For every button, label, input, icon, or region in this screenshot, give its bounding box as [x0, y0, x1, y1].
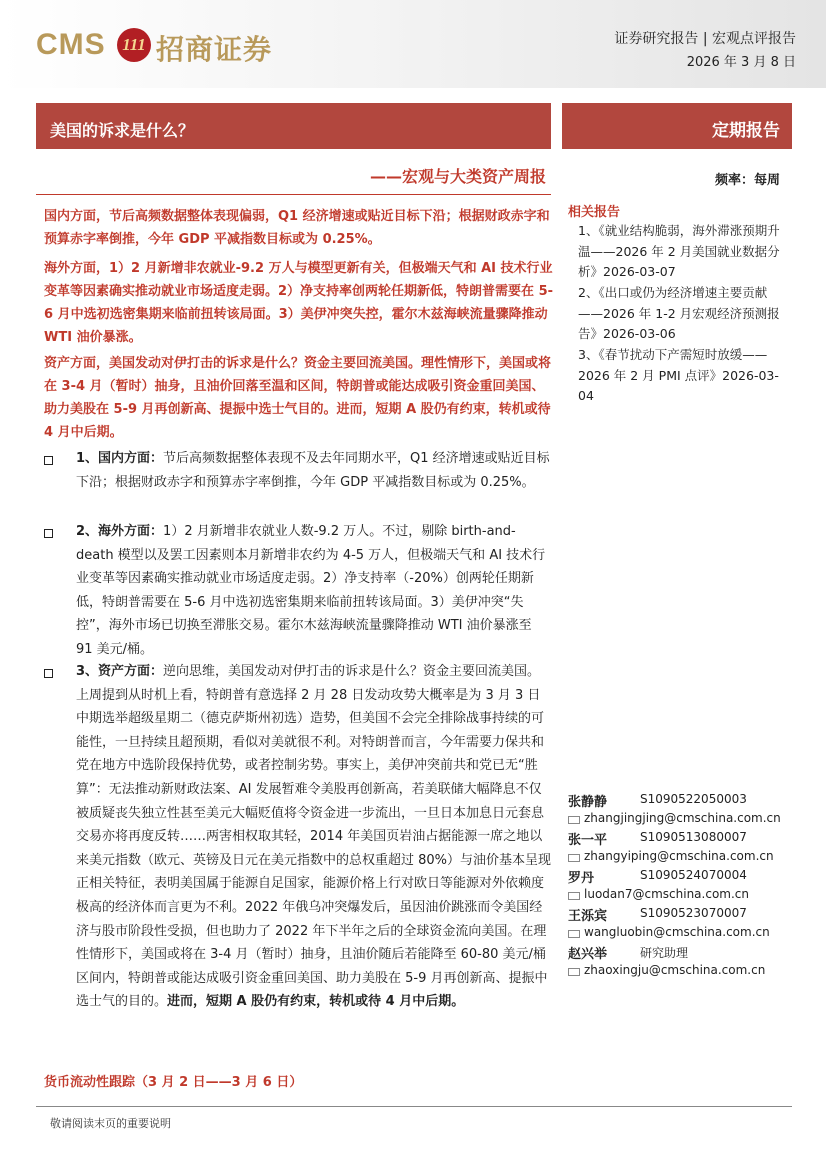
analyst-cert: S1090513080007 [640, 830, 747, 844]
report-category: 定期报告 [712, 121, 780, 141]
report-type: 证券研究报告 | 宏观点评报告 [614, 31, 796, 47]
analyst-cert: 研究助理 [640, 946, 689, 960]
page-title: 美国的诉求是什么？ [50, 121, 195, 140]
report-date: 2026 年 3 月 8 日 [686, 55, 796, 70]
analyst-name: 罗丹 [568, 871, 595, 886]
analyst-name: 张静静 [568, 795, 608, 810]
bullet-marker [44, 456, 53, 465]
title-divider [36, 194, 551, 195]
bullet-conclusion: 进而，短期 A 股仍有约束，转机或待 4 月中后期。 [167, 994, 465, 1010]
brand-logo-badge: 111 [117, 28, 151, 62]
analyst-email[interactable]: zhangjingjing@cmschina.com.cn [584, 811, 781, 825]
footer-disclaimer: 敬请阅读末页的重要说明 [50, 1117, 171, 1130]
analyst-name: 王泺宾 [568, 909, 608, 924]
related-report-link[interactable]: 3、《春节扰动下产需短时放缓——2026 年 2 月 PMI 点评》2026-03-04 [578, 347, 779, 403]
bullet-label: 2、海外方面： [76, 524, 164, 539]
related-report-link[interactable]: 1、《就业结构脆弱，海外滞涨预期升温——2026 年 2 月美国就业数据分析》2026-03-07 [578, 223, 780, 279]
report-frequency: 频率：每周 [714, 173, 780, 188]
brand-logo-chinese: 招商证券 [156, 33, 273, 66]
mail-icon [568, 968, 580, 976]
bullet-assets [76, 660, 552, 1014]
mail-icon [568, 816, 580, 824]
analyst-email[interactable]: wangluobin@cmschina.com.cn [584, 925, 770, 939]
bullet-body: 节后高频数据整体表现不及去年同期水平，Q1 经济增速或贴近目标下沿；根据财政赤字和预算赤字率倒推，今年 GDP 平减指数目标或为 0.25%。 [76, 451, 550, 490]
mail-icon [568, 930, 580, 938]
analyst-name: 赵兴举 [568, 947, 608, 962]
analyst-name: 张一平 [568, 833, 608, 848]
bullet-marker [44, 669, 53, 678]
related-reports-heading: 相关报告 [568, 205, 621, 220]
bullet-label: 1、国内方面： [76, 451, 164, 466]
bullet-marker [44, 529, 53, 538]
summary-assets: 资产方面，美国发动对伊打击的诉求是什么？资金主要回流美国。理性情形下，美国或将在 3-4 月（暂时）抽身，且油价回落至温和区间，特朗普或能达成吸引资金重回美国、助力美股在 5-9 月再创新高、提振中选士气目的。进而，短期 A 股仍有约束，转机或待 4 月中后期。 [44, 356, 552, 440]
mail-icon [568, 854, 580, 862]
analyst-email[interactable]: zhaoxingju@cmschina.com.cn [584, 963, 766, 977]
bullet-overseas [76, 520, 552, 662]
bullet-domestic [76, 447, 552, 494]
page-subtitle: ——宏观与大类资产周报 [369, 167, 546, 186]
bullet-body: 1）2 月新增非农就业人数-9.2 万人。不过，剔除 birth-and-death 模型以及罢工因素则本月新增非农约为 4-5 万人，但极端天气和 AI 技术行业变革等因素确实推动就业市场适度走弱。2）净支持率（-20%）创两轮任期新低，特朗普需要在 5-6 月中选初选密集期来临前扭转该局面。3）美伊冲突“失控”，海外市场已切换至滞胀交易。霍尔木兹海峡流量骤降推动 WTI 油价暴涨至 91 美元/桶。 [76, 524, 546, 657]
analyst-cert: S1090524070004 [640, 868, 747, 882]
summary-overseas: 海外方面，1）2 月新增非农就业-9.2 万人与模型更新有关，但极端天气和 AI 技术行业变革等因素确实推动就业市场适度走弱。2）净支持率创两轮任期新低，特朗普需要在 5-6 月中选初选密集期来临前扭转该局面。3）美伊冲突失控，霍尔木兹海峡流量骤降推动 WTI 油价暴涨。 [44, 261, 554, 345]
bullet-body: 逆向思维，美国发动对伊打击的诉求是什么？资金主要回流美国。上周提到从时机上看，特朗普有意选择 2 月 28 日发动攻势大概率是为 3 月 3 日中期选举超级星期二（德克萨斯州初选）造势，但美国不会完全排除战事持续的可能性，一旦持续且超预期，看似对美就很不利。对特朗普而言，今年需要力保共和党在地方中选阶段保持优势，或者控制劣势。事实上，美伊冲突前共和党已无“胜算”：无法推动新财政法案、AI 发展暂难令美股再创新高，若美联储大幅降息不仅被质疑丧失独立性甚至美元大幅贬值将令资金进一步流出，一旦日本加息日元套息交易亦将再度反转……两害相权取其轻，2014 年美国页岩油占据能源一席之地以来美元指数（欧元、英镑及日元在美元指数中的总权重超过 80%）与油价基本呈现正相关特征，表明美国属于能源自足国家，能源价格上行对欧日等能源对外依赖度极高的经济体而言更为不利。2022 年俄乌冲突爆发后，虽因油价跳涨而令美国经济与股市阶段性受损，但也助力了 2022 年下半年之后的全球资金流向美国。在理性情形下，美国或将在 3-4 月（暂时）抽身，且油价随后若能降至 60-80 美元/桶区间内，特朗普或能达成吸引资金重回美国、助力美股在 5-9 月再创新高、提振中选士气的目的。 [76, 664, 552, 1010]
analyst-cert: S1090523070007 [640, 906, 747, 920]
analyst-cert: S1090522050003 [640, 792, 747, 806]
analyst-email[interactable]: zhangyiping@cmschina.com.cn [584, 849, 774, 863]
brand-logo-latin: CMS [36, 28, 106, 61]
related-report-link[interactable]: 2、《出口或仍为经济增速主要贡献——2026 年 1-2 月宏观经济预测报告》2026-03-06 [578, 285, 780, 341]
mail-icon [568, 892, 580, 900]
section-heading-liquidity: 货币流动性跟踪（3 月 2 日——3 月 6 日） [44, 1075, 303, 1090]
bullet-label: 3、资产方面： [76, 664, 164, 679]
footer-divider [36, 1106, 792, 1107]
analyst-email[interactable]: luodan7@cmschina.com.cn [584, 887, 749, 901]
summary-domestic: 国内方面，节后高频数据整体表现偏弱，Q1 经济增速或贴近目标下沿；根据财政赤字和预算赤字率倒推，今年 GDP 平减指数目标或为 0.25%。 [44, 209, 550, 247]
